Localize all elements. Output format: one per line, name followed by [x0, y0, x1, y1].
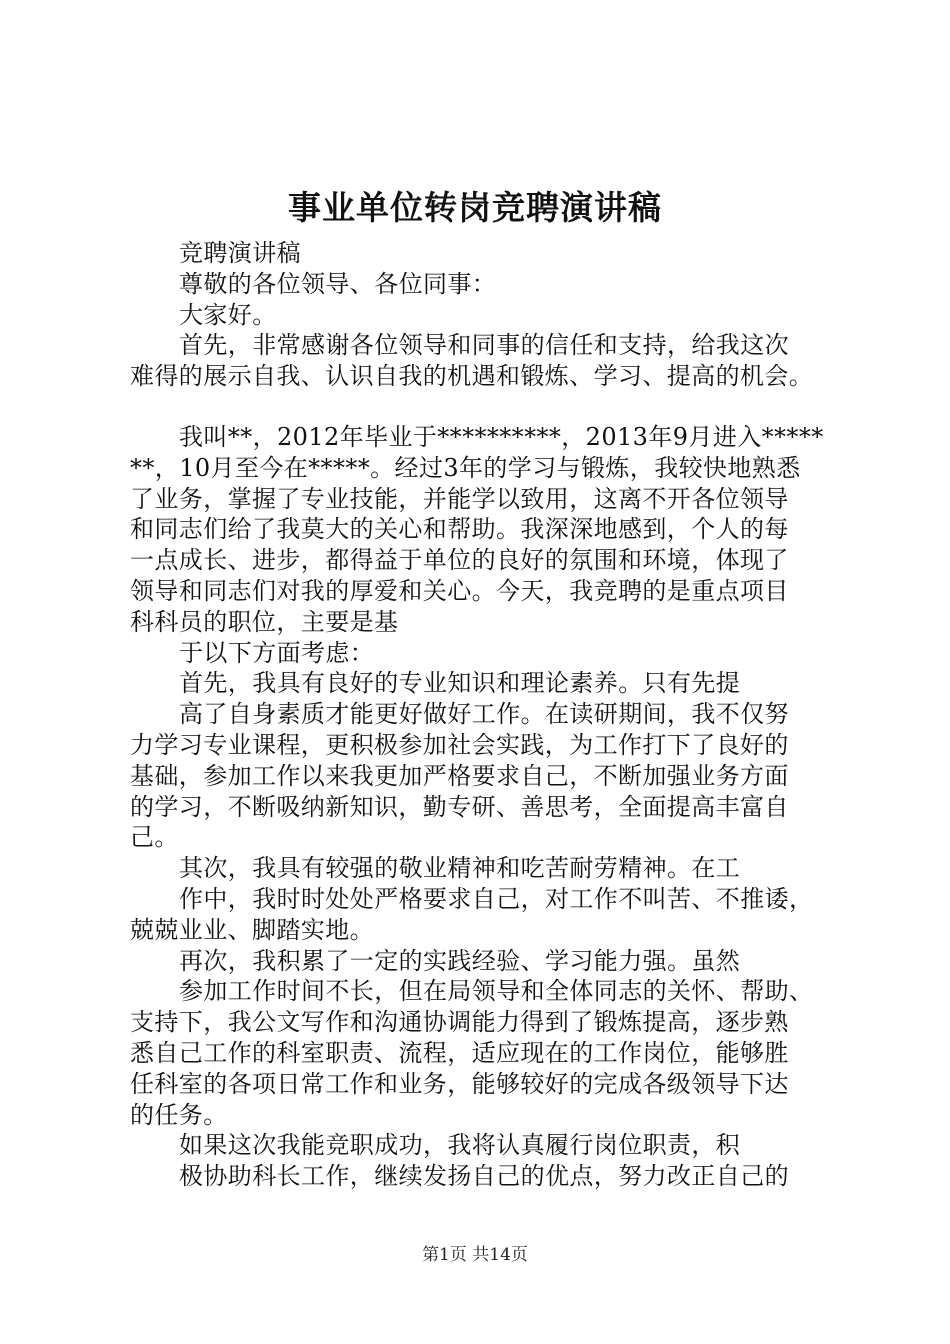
text-line: 支持下，我公文写作和沟通协调能力得到了锻炼提高，逐步熟 [130, 1008, 789, 1037]
text-line: 如果这次我能竞职成功，我将认真履行岗位职责，积 [179, 1131, 741, 1160]
text-line: 我叫**，2012年毕业于**********，2013年9月进入***** [179, 422, 824, 451]
text-line: 参加工作时间不长，但在局领导和全体同志的关怀、帮助、 [179, 977, 814, 1006]
text-line: 领导和同志们对我的厚爱和关心。今天，我竞聘的是重点项目 [130, 576, 789, 605]
text-line: 一点成长、进步，都得益于单位的良好的氛围和环境，体现了 [130, 546, 789, 575]
text-line: 难得的展示自我、认识自我的机遇和锻炼、学习、提高的机会。 [130, 362, 814, 391]
text-line: 任科室的各项日常工作和业务，能够较好的完成各级领导下达 [130, 1069, 789, 1098]
text-line: 首先，非常感谢各位领导和同事的信任和支持，给我这次 [179, 331, 789, 360]
text-line: **，10月至今在*****。经过3年的学习与锻炼，我较快地熟悉 [130, 453, 801, 482]
text-line: 其次，我具有较强的敬业精神和吃苦耐劳精神。在工 [179, 854, 741, 883]
paragraph-gap [130, 392, 842, 422]
text-line: 高了自身素质才能更好做好工作。在读研期间，我不仅努 [179, 700, 789, 729]
text-line: 极协助科长工作，继续发扬自己的优点，努力改正自己的 [179, 1162, 789, 1191]
text-line: 再次，我积累了一定的实践经验、学习能力强。虽然 [179, 946, 741, 975]
text-line: 尊敬的各位领导、各位同事： [179, 269, 497, 298]
text-line: 于以下方面考虑： [179, 638, 375, 667]
text-line: 己。 [130, 823, 179, 852]
document-body [130, 238, 842, 1192]
page-number-footer: 第1页 共14页 [422, 1245, 528, 1265]
text-line: 了业务，掌握了专业技能，并能学以致用，这离不开各位领导 [130, 484, 789, 513]
text-line: 和同志们给了我莫大的关心和帮助。我深深地感到，个人的每 [130, 515, 789, 544]
text-line: 科科员的职位，主要是基 [130, 607, 399, 636]
document-title: 事业单位转岗竞聘演讲稿 [288, 188, 662, 227]
text-line: 兢兢业业、脚踏实地。 [130, 915, 374, 944]
text-line: 力学习专业课程，更积极参加社会实践，为工作打下了良好的 [130, 730, 789, 759]
text-line: 基础，参加工作以来我更加严格要求自己，不断加强业务方面 [130, 761, 789, 790]
text-line: 大家好。 [179, 300, 277, 329]
text-line: 的任务。 [130, 1100, 228, 1129]
text-line: 首先，我具有良好的专业知识和理论素养。只有先提 [179, 669, 741, 698]
text-line: 作中，我时时处处严格要求自己，对工作不叫苦、不推诿， [179, 884, 814, 913]
text-line: 的学习，不断吸纳新知识，勤专研、善思考，全面提高丰富自 [130, 792, 789, 821]
text-line: 竞聘演讲稿 [179, 239, 301, 267]
text-line: 悉自己工作的科室职责、流程，适应现在的工作岗位，能够胜 [130, 1038, 789, 1067]
